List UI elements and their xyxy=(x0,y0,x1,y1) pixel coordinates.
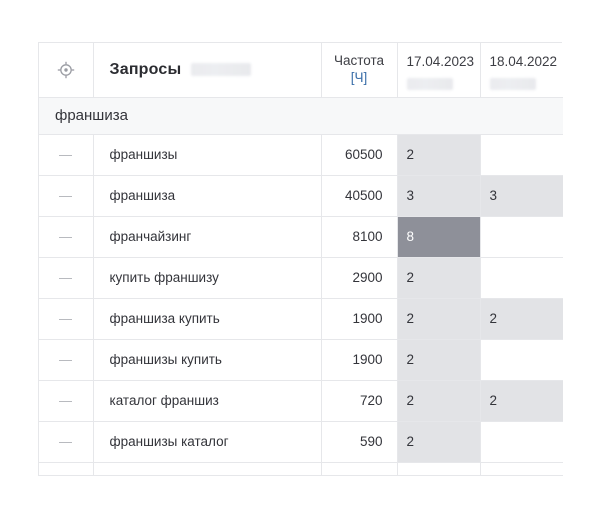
column-header-date-2[interactable] xyxy=(480,43,563,97)
row-drag-handle[interactable] xyxy=(39,175,93,216)
dash-icon xyxy=(59,319,72,320)
cell-position-date-1[interactable]: 2 xyxy=(397,339,480,380)
table-row[interactable] xyxy=(39,298,563,339)
cell-position-date-2[interactable]: 2 xyxy=(480,298,563,339)
table-row[interactable] xyxy=(39,257,563,298)
table-row[interactable] xyxy=(39,175,563,216)
cell-position-date-1[interactable]: 2 xyxy=(397,298,480,339)
column-header-date-1-label: 17.04.2023 xyxy=(406,54,475,69)
dash-icon xyxy=(59,442,72,443)
cell-partial xyxy=(397,462,480,475)
row-drag-handle[interactable] xyxy=(39,134,93,175)
cell-query[interactable]: франшизы xyxy=(93,134,321,175)
row-drag-handle[interactable] xyxy=(39,421,93,462)
dash-icon xyxy=(59,360,72,361)
cell-position-date-2[interactable] xyxy=(480,216,563,257)
column-header-target[interactable] xyxy=(39,43,93,97)
cell-frequency: 2900 xyxy=(321,257,397,298)
blurred-badge-date-1 xyxy=(407,78,453,90)
column-header-date-2-label: 18.04.2022 xyxy=(489,54,558,69)
cell-query[interactable]: франчайзинг xyxy=(93,216,321,257)
table-row[interactable] xyxy=(39,380,563,421)
column-header-queries[interactable] xyxy=(93,43,321,97)
cell-frequency: 1900 xyxy=(321,339,397,380)
row-drag-handle[interactable] xyxy=(39,339,93,380)
cell-position-date-2[interactable] xyxy=(480,257,563,298)
table-row[interactable] xyxy=(39,216,563,257)
cell-position-date-1[interactable]: 8 xyxy=(397,216,480,257)
table-row-partial xyxy=(39,462,563,475)
cell-position-date-1[interactable]: 2 xyxy=(397,380,480,421)
cell-query[interactable]: каталог франшиз xyxy=(93,380,321,421)
cell-position-date-1[interactable]: 2 xyxy=(397,257,480,298)
column-header-date-1[interactable] xyxy=(397,43,480,97)
row-drag-handle[interactable] xyxy=(39,257,93,298)
cell-position-date-1[interactable]: 2 xyxy=(397,134,480,175)
table-row[interactable] xyxy=(39,421,563,462)
table-header xyxy=(39,43,563,97)
table-row[interactable] xyxy=(39,339,563,380)
cell-frequency: 8100 xyxy=(321,216,397,257)
keyword-positions-table xyxy=(38,42,562,476)
cell-position-date-2[interactable] xyxy=(480,134,563,175)
row-drag-handle[interactable] xyxy=(39,298,93,339)
table xyxy=(39,43,563,476)
cell-position-date-2[interactable]: 2 xyxy=(480,380,563,421)
dash-icon xyxy=(59,278,72,279)
dash-icon xyxy=(59,401,72,402)
cell-frequency: 720 xyxy=(321,380,397,421)
dash-icon xyxy=(59,155,72,156)
cell-query[interactable]: франшизы купить xyxy=(93,339,321,380)
row-drag-handle[interactable] xyxy=(39,380,93,421)
row-drag-handle[interactable] xyxy=(39,216,93,257)
cell-frequency: 590 xyxy=(321,421,397,462)
column-header-queries-label: Запросы xyxy=(109,60,182,78)
dash-icon xyxy=(59,196,72,197)
dash-icon xyxy=(59,237,72,238)
cell-position-date-1[interactable]: 3 xyxy=(397,175,480,216)
blurred-badge-date-2 xyxy=(490,78,536,90)
cell-frequency: 40500 xyxy=(321,175,397,216)
header-row xyxy=(39,43,563,97)
group-label: франшиза xyxy=(39,97,563,134)
cell-query[interactable]: франшиза купить xyxy=(93,298,321,339)
cell-position-date-2[interactable] xyxy=(480,421,563,462)
cell-query[interactable]: купить франшизу xyxy=(93,257,321,298)
cell-position-date-2[interactable]: 3 xyxy=(480,175,563,216)
table-row[interactable] xyxy=(39,134,563,175)
cell-frequency: 60500 xyxy=(321,134,397,175)
cell-partial xyxy=(480,462,563,475)
target-icon[interactable] xyxy=(57,61,75,79)
cell-query[interactable]: франшиза xyxy=(93,175,321,216)
cell-query[interactable]: франшизы каталог xyxy=(93,421,321,462)
cell-position-date-1[interactable]: 2 xyxy=(397,421,480,462)
blurred-badge-queries xyxy=(191,63,251,76)
column-header-frequency-label: Частота xyxy=(333,52,385,68)
cell-partial xyxy=(39,462,93,475)
cell-position-date-2[interactable] xyxy=(480,339,563,380)
cell-partial xyxy=(93,462,321,475)
table-body xyxy=(39,97,563,475)
group-row[interactable] xyxy=(39,97,563,134)
frequency-unit-link[interactable]: [Ч] xyxy=(350,69,368,85)
column-header-frequency[interactable] xyxy=(321,43,397,97)
cell-partial xyxy=(321,462,397,475)
cell-frequency: 1900 xyxy=(321,298,397,339)
